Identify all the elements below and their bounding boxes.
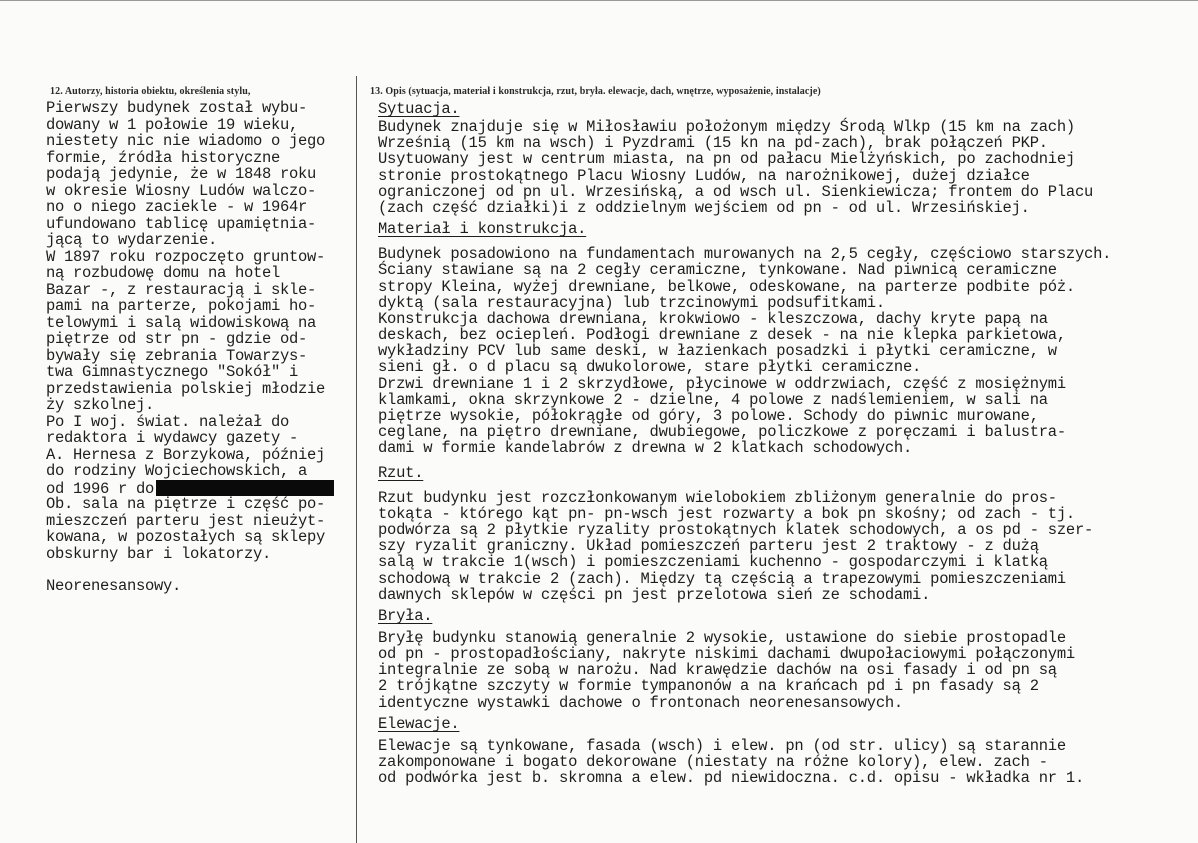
history-text [46, 100, 358, 480]
text-line: Elewacje są tynkowane, fasada (wsch) i elew. pn (od str. ulicy) są starannie [378, 736, 1066, 755]
text-line: Konstrukcja dachowa drewniana, krokwiowo - kleszczowa, dachy kryte papą na [378, 309, 1048, 328]
history-line: dowany w 1 połowie 19 wieku, [46, 115, 299, 134]
text-line: Usytuowany jest w centrum miasta, na pn od pałacu Mielżyńskich, po zachodniej [378, 150, 1075, 169]
text-line: wykładziny PCV lub same deski, w łazienkach posadzki i płytki ceramiczne, w [378, 342, 1057, 361]
history-line: redaktora i wydawcy gazety - [46, 429, 299, 447]
section-title-material: Materiał i konstrukcja. [378, 220, 587, 239]
history-column [46, 100, 358, 595]
section-body-sytuacja [366, 119, 1192, 216]
section-body-bryla [366, 630, 1192, 711]
history-line: podają jedynie, że w 1848 roku [46, 165, 317, 183]
history-line: kowana, w pozostałych są sklepy [46, 528, 326, 546]
history-line: ży szkolnej. [46, 396, 155, 414]
section-title-bryla: Bryła. [378, 606, 433, 625]
history-line: od 1996 r do [46, 479, 155, 498]
text-line: Bryłę budynku stanowią generalnie 2 wysokie, ustawione do siebie prostopadle [378, 628, 1066, 647]
history-line: telowymi i salą widowiskową na [46, 313, 317, 332]
text-line: klamkami, okna skrzynkowe 2 - dzielne, 4 polowe z nadślemieniem, w sali na [378, 390, 1048, 409]
text-line: Drzwi drewniane 1 i 2 skrzydłowe, płycinowe w oddrzwiach, część z mosiężnymi [378, 374, 1066, 393]
text-line: ograniczonej od pn ul. Wrzesińską, a od wsch ul. Sienkiewicza; frontem do Placu [378, 182, 1094, 201]
history-line: Po I woj. świat. należał do [46, 412, 290, 431]
description-section-header: 13. Opis (sytuacja, materiał i konstrukcja, rzut, bryła. elewacje, dach, wnętrze, wyposażenie, instalacje) [370, 86, 821, 97]
text-line: od pn - prostopadłościany, nakryte niskimi dachami dwupołaciowymi połączonymi [378, 645, 1075, 664]
history-line: pami na parterze, pokojami ho- [46, 297, 317, 315]
text-line: salą w trakcie 1(wsch) i pomieszczeniami kuchenno - gospodarczymi i klatką [378, 553, 1048, 572]
history-line: do rodziny Wojciechowskich, a [46, 462, 308, 480]
text-line: Budynek znajduje się w Miłosławiu położonym między Środą Wlkp (15 km na zach) [378, 118, 1075, 136]
section-title-sytuacja: Sytuacja. [378, 100, 460, 118]
text-line: Wrześnią (15 km na wsch) i Pyzdrami (15 kn na pd-zach), brak połączeń PKP. [378, 134, 1048, 153]
text-line: dami w formie kandelabrów z drewna w 2 klatkach schodowych. [378, 439, 913, 458]
text-line: stropy Kleina, wyżej drewniane, belkowe, odeskowane, na parterze podbite póż. [378, 277, 1075, 296]
history-line: jącą to wydarzenie. [46, 231, 218, 249]
text-line: zakomponowane i bogato dekorowane (niestaty na różne kolory), elew. zach - [378, 753, 1048, 771]
history-line: ufundowano tablicę upamiętnia- [46, 214, 317, 233]
top-border-line [0, 0, 1198, 1]
history-line: mieszczeń parteru jest nieużyt- [46, 511, 326, 530]
history-line: A. Hernesa z Borzykowa, później [46, 445, 326, 464]
history-line: formie, źródła historyczne [46, 148, 281, 167]
text-line: podwórza są 2 płytkie ryzality prostokątnych klatek schodowych, a os pd - szer- [378, 520, 1094, 539]
history-line: ną rozbudowę domu na hotel [46, 264, 281, 282]
text-line: Budynek posadowiono na fundamentach murowanych na 2,5 cegły, częściowo starszych. [378, 245, 1112, 264]
text-line: dawnych sklepów w części pn jest przelotowa sień ze schodami. [378, 585, 931, 604]
text-line: dyktą (sala restauracyjna) lub trzcinowymi podsufitkami. [378, 293, 885, 312]
section-body-elewacje [366, 738, 1192, 787]
text-line: tokąta - którego kąt pn- pn-wsch jest rozwarty a bok pn skośny; od zach - tj. [378, 504, 1075, 523]
redaction-bar [156, 480, 334, 496]
section-body-material [366, 246, 1192, 456]
text-line: identyczne wystawki dachowe o frontonach neorenesansowych. [378, 693, 903, 712]
description-column [366, 100, 1192, 786]
history-line: niestety nic nie wiadomo o jego [46, 132, 326, 150]
section-title-rzut: Rzut. [378, 463, 424, 482]
text-line: deskach, bez ociepleń. Podłogi drewniane z desek - na nie klepka parkietowa, [378, 326, 1066, 345]
history-line: w okresie Wiosny Ludów walczo- [46, 181, 317, 200]
history-line: Ob. sala na piętrze i część po- [46, 495, 326, 513]
history-line: piętrze od str pn - gdzie od- [46, 330, 308, 348]
history-text-continued [46, 496, 358, 562]
text-line: integralnie ze sobą w narożu. Nad krawędzie dachów na osi fasady i od pn są [378, 661, 1057, 680]
text-line: (zach część działki)i z oddzielnym wejściem od pn - od ul. Wrzesińskiej. [378, 198, 1030, 217]
text-line: schodową w trakcie 2 (zach). Między tą częścią a trapezowymi pomieszczeniami [378, 569, 1066, 588]
text-line: Rzut budynku jest rozczłonkowanym wielobokiem zbliżonym generalnie do pros- [378, 488, 1057, 507]
text-line: stronie prostokątnego Placu Wiosny Ludów, na narożnikowej, dużej działce [378, 166, 1030, 185]
history-line: przedstawienia polskiej młodzie [46, 379, 326, 398]
text-line: od podwórka jest b. skromna a elew. pd niewidoczna. c.d. opisu - wkładka nr 1. [378, 769, 1085, 788]
text-line: Ściany stawiane są na 2 cegły ceramiczne, tynkowane. Nad piwnicą ceramiczne [378, 261, 1057, 280]
history-line: obskurny bar i lokatorzy. [46, 544, 272, 563]
text-line: 2 trójkątne szczyty w formie tympanonów a na krańcach pd i pn fasady są 2 [378, 677, 1039, 696]
text-line: sieni gł. o d placu są dwukolorowe, stare płytki ceramiczne. [378, 358, 922, 377]
text-line: szy ryzalit graniczny. Układ pomieszczeń parteru jest 2 traktowy - z dużą [378, 537, 1039, 556]
history-line: bywały się zebrania Towarzys- [46, 346, 308, 365]
history-line: no o niego zaciekle - w 1964r [46, 198, 308, 216]
history-line: Pierwszy budynek został wybu- [46, 99, 308, 117]
text-line: piętrze wysokie, półokrągłe od góry, 3 polowe. Schody do piwnic murowane, [378, 407, 1039, 425]
style-designation: Neorenesansowy. [46, 577, 182, 595]
history-section-header: 12. Autorzy, historia obiektu, określenia stylu, [50, 86, 251, 97]
text-line: ceglane, na piętro drewniane, dwubiegowe, policzkowe z poręczami i balustra- [378, 423, 1066, 442]
history-redacted-line [46, 480, 358, 497]
section-title-elewacje: Elewacje. [378, 714, 460, 733]
history-line: twa Gimnastycznego "Sokół" i [46, 363, 299, 381]
history-line: W 1897 roku rozpoczęto gruntow- [46, 247, 326, 266]
section-body-rzut [366, 490, 1192, 603]
history-line: Bazar -, z restauracją i skle- [46, 280, 317, 299]
